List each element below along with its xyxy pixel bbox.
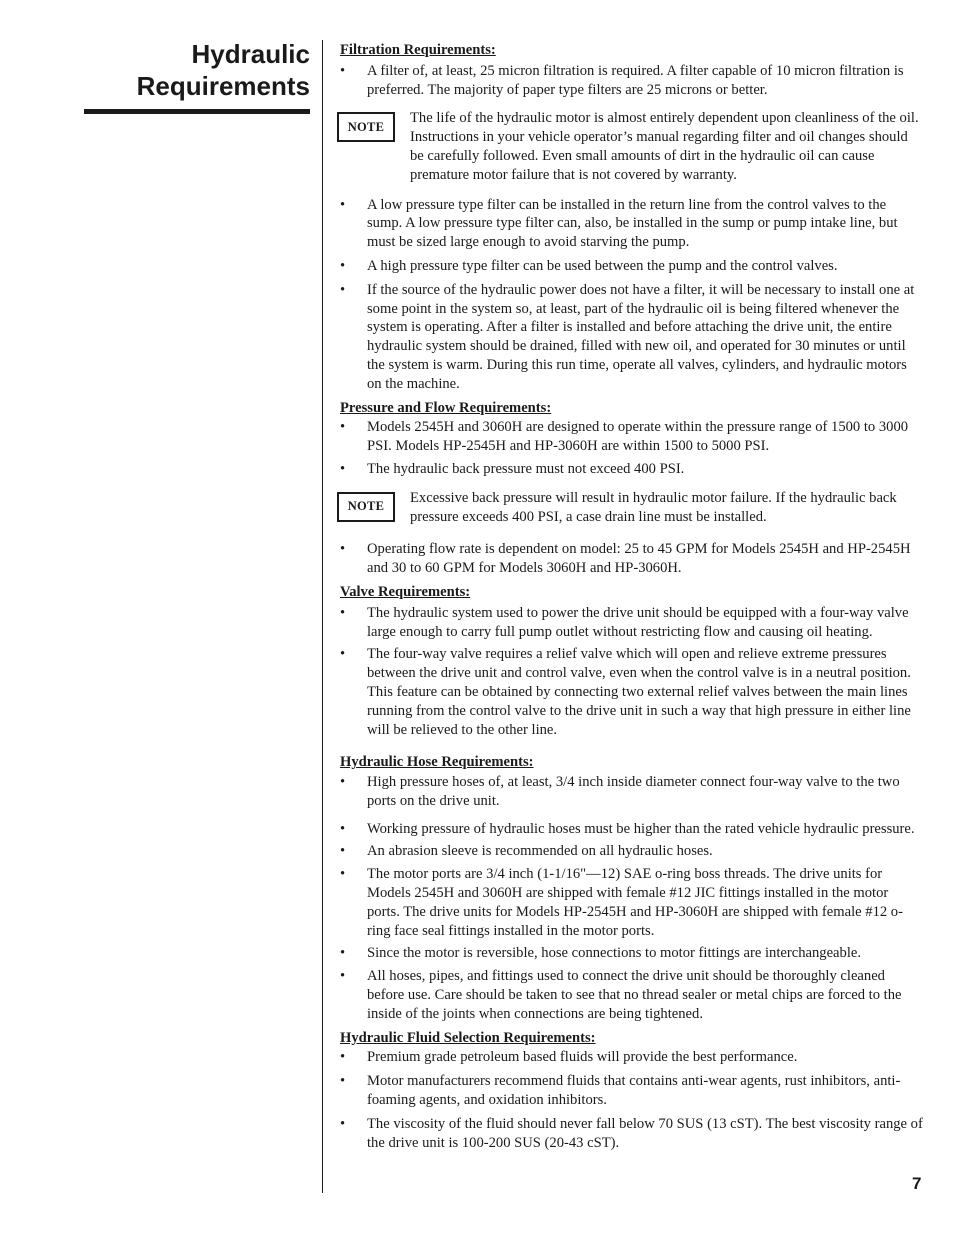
page-number: 7 bbox=[912, 1174, 922, 1193]
hose-list bbox=[340, 773, 924, 1024]
list-item: • The motor ports are 3/4 inch (1-1/16"—12) SAE o-ring boss threads. The drive units for Models 2545H and 3060H are shipped with female #12 JIC fittings installed in the motor ports. The drive units for Models HP-2545H and HP-3060H are shipped with female #12 o-ring face seal fittings installed in the motor ports. bbox=[340, 865, 924, 940]
list-item: • The hydraulic back pressure must not exceed 400 PSI. bbox=[340, 460, 924, 479]
filtration-note bbox=[340, 109, 924, 184]
fluid-list bbox=[340, 1048, 924, 1152]
main-content bbox=[340, 41, 924, 1152]
list-item: • The viscosity of the fluid should never fall below 70 SUS (13 cST). The best viscosity range of the drive unit is 100-200 SUS (20-43 cST). bbox=[340, 1115, 924, 1153]
filtration-list bbox=[340, 62, 924, 100]
list-item: • All hoses, pipes, and fittings used to connect the drive unit should be thoroughly cleaned before use. Care should be taken to see that no thread sealer or metal chips are forced to the inside of the joints when connections are being tightened. bbox=[340, 967, 924, 1023]
list-item: • A filter of, at least, 25 micron filtration is required. A filter capable of 10 micron filtration is preferred. The majority of paper type filters are 25 microns or better. bbox=[340, 62, 924, 100]
list-item: • Premium grade petroleum based fluids will provide the best performance. bbox=[340, 1048, 924, 1067]
list-item: • High pressure hoses of, at least, 3/4 inch inside diameter connect four-way valve to the two ports on the drive unit. bbox=[340, 773, 924, 811]
list-item: • If the source of the hydraulic power does not have a filter, it will be necessary to install one at some point in the system so, at least, part of the hydraulic oil is being filtered whenever the system is operating. After a filter is installed and before attaching the drive unit, the entire hydraulic system should be drained, filled with new oil, and operated for 30 minutes or until the system is warm. During this run time, operate all valves, cylinders, and hydraulic motors on the machine. bbox=[340, 281, 924, 394]
note-badge: NOTE bbox=[337, 112, 395, 142]
list-item: • Working pressure of hydraulic hoses must be higher than the rated vehicle hydraulic pressure. bbox=[340, 820, 924, 839]
column-divider bbox=[322, 40, 323, 1193]
filtration-heading: Filtration Requirements: bbox=[340, 42, 496, 58]
list-item: • Models 2545H and 3060H are designed to operate within the pressure range of 1500 to 3000 PSI. Models HP-2545H and HP-3060H are within 1500 to 5000 PSI. bbox=[340, 418, 924, 456]
fluid-heading: Hydraulic Fluid Selection Requirements: bbox=[340, 1029, 596, 1046]
pressure-list-continued bbox=[340, 540, 924, 578]
list-item: • The hydraulic system used to power the drive unit should be equipped with a four-way valve large enough to carry full pump outlet without restricting flow and causing oil heating. bbox=[340, 604, 924, 642]
list-item: • The four-way valve requires a relief valve which will open and relieve extreme pressures between the drive unit and control valve, even when the control valve is in a neutral position. This feature can be obtained by connecting two external relief valves between the main lines running from the control valve to the drive unit in such a way that high pressure in either line will be relieved to the other line. bbox=[340, 645, 924, 739]
note-badge: NOTE bbox=[337, 492, 395, 522]
pressure-heading: Pressure and Flow Requirements: bbox=[340, 399, 552, 416]
pressure-note bbox=[340, 489, 924, 527]
list-item: • Motor manufacturers recommend fluids that contains anti-wear agents, rust inhibitors, anti-foaming agents, and oxidation inhibitors. bbox=[340, 1072, 924, 1110]
note-text: The life of the hydraulic motor is almost entirely dependent upon cleanliness of the oil. Instructions in your vehicle operator’s manual regarding filter and oil changes should be carefully followed. Even small amounts of dirt in the hydraulic oil can cause premature motor failure that is not covered by warranty. bbox=[410, 110, 919, 183]
section-title-line2: Requirements bbox=[136, 71, 310, 101]
valve-heading: Valve Requirements: bbox=[340, 583, 471, 600]
valve-list bbox=[340, 604, 924, 740]
list-item: • A low pressure type filter can be installed in the return line from the control valves to the sump. A low pressure type filter can, also, be installed in the sump or pump intake line, but must be sized large enough to avoid starving the pump. bbox=[340, 196, 924, 252]
list-item: • Since the motor is reversible, hose connections to motor fittings are interchangeable. bbox=[340, 944, 924, 963]
filtration-list-continued bbox=[340, 196, 924, 394]
title-underline-rule bbox=[84, 109, 310, 114]
list-item: • Operating flow rate is dependent on model: 25 to 45 GPM for Models 2545H and HP-2545H and 30 to 60 GPM for Models 3060H and HP-3060H. bbox=[340, 540, 924, 578]
note-text: Excessive back pressure will result in hydraulic motor failure. If the hydraulic back pressure exceeds 400 PSI, a case drain line must be installed. bbox=[410, 489, 897, 525]
section-title-line1: Hydraulic bbox=[191, 39, 310, 69]
pressure-list bbox=[340, 418, 924, 478]
hose-heading: Hydraulic Hose Requirements: bbox=[340, 754, 534, 771]
section-title bbox=[84, 38, 310, 102]
list-item: • An abrasion sleeve is recommended on all hydraulic hoses. bbox=[340, 842, 924, 861]
list-item: • A high pressure type filter can be used between the pump and the control valves. bbox=[340, 257, 924, 276]
